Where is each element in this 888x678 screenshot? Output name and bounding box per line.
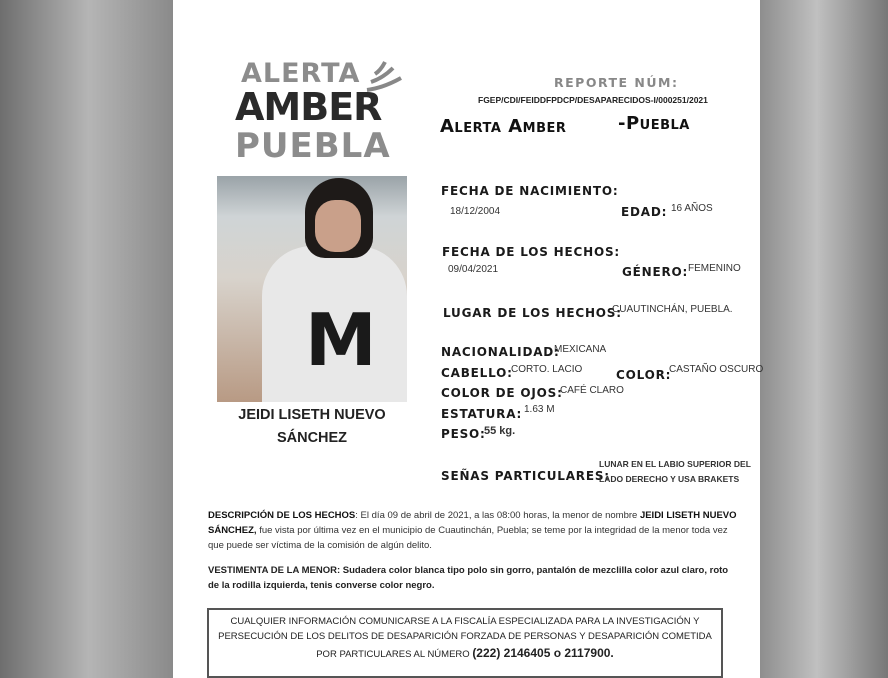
hair-value: CORTO. LACIO [511,364,583,375]
description-text-1: : El día 09 de abril de 2021, a las 08:00 horas, la menor de nombre [355,510,640,521]
event-date-value: 09/04/2021 [448,264,499,275]
report-label: REPORTE NÚM: [554,75,679,90]
color-label: COLOR: [616,368,672,382]
marks-label: SEÑAS PARTICULARES: [441,469,610,483]
event-date-label: FECHA DE LOS HECHOS: [442,245,621,259]
title-alerta-amber: Alerta Amber [440,116,567,137]
height-label: ESTATURA: [441,407,523,421]
missing-person-photo: M [217,176,407,402]
person-name-line2: SÁNCHEZ [276,430,348,446]
gender-value: FEMENINO [688,263,741,274]
marks-line2: LADO DERECHO Y USA BRAKETS [599,474,740,484]
title-puebla: -Puebla [618,113,690,134]
birth-label: FECHA DE NACIMIENTO: [441,184,619,198]
hair-label: CABELLO: [441,366,513,380]
person-name-line1: JEIDI LISETH NUEVO [238,407,386,423]
description-paragraph [208,508,738,554]
marks-line1: LUNAR EN EL LABIO SUPERIOR DEL [599,459,751,469]
weight-value: 55 kg. [484,425,516,437]
place-value: CUAUTINCHÁN, PUEBLA. [612,304,733,315]
report-number: FGEP/CDI/FEIDDFPDCP/DESAPARECIDOS-I/000251/2021 [478,95,708,105]
description-name: JEIDI LISETH NUEVO SÁNCHEZ, [208,510,737,537]
alerta-amber-logo [235,58,405,166]
description-label: DESCRIPCIÓN DE LOS HECHOS [208,510,356,521]
age-value: 16 AÑOS [671,203,713,214]
contact-phones: (222) 2146405 o 2117900. [472,646,614,661]
logo-line2: AMBER [235,85,382,129]
color-value: CASTAÑO OSCURO [669,364,764,375]
gender-label: GÉNERO: [622,265,689,279]
nationality-label: NACIONALIDAD: [441,345,560,359]
birth-value: 18/12/2004 [450,206,501,217]
age-label: EDAD: [621,205,668,219]
clothing-paragraph [208,563,738,593]
weight-label: PESO: [441,427,486,441]
eyes-label: COLOR DE OJOS: [441,386,563,400]
height-value: 1.63 M [524,404,555,415]
place-label: LUGAR DE LOS HECHOS: [443,306,622,320]
clothing-text: Sudadera color blanca tipo polo sin gorro, pantalón de mezclilla color azul claro, roto de la rodilla izquierda, tenis converse color negro. [208,565,729,592]
signal-waves-icon [363,60,405,94]
contact-text: CUALQUIER INFORMACIÓN COMUNICARSE A LA FISCALÍA ESPECIALIZADA PARA LA INVESTIGACIÓN Y PERSECUCIÓN DE LOS DELITOS DE DESAPARICIÓN FORZADA DE PERSONAS Y DESAPARICIÓN COMETIDA POR PARTICULARES AL NÚMERO [218,616,712,661]
eyes-value: CAFÉ CLARO [560,385,624,396]
logo-line3: PUEBLA [235,126,391,166]
contact-box [207,608,723,678]
logo-line1: ALERTA [241,58,361,89]
nationality-value: MEXICANA [554,344,607,355]
description-text-2: fue vista por última vez en el municipio de Cuautinchán, Puebla; se teme por la integridad de la menor toda vez que puede ser víctima de la comisión de algún delito. [208,525,728,552]
clothing-label: VESTIMENTA DE LA MENOR: [208,565,341,576]
